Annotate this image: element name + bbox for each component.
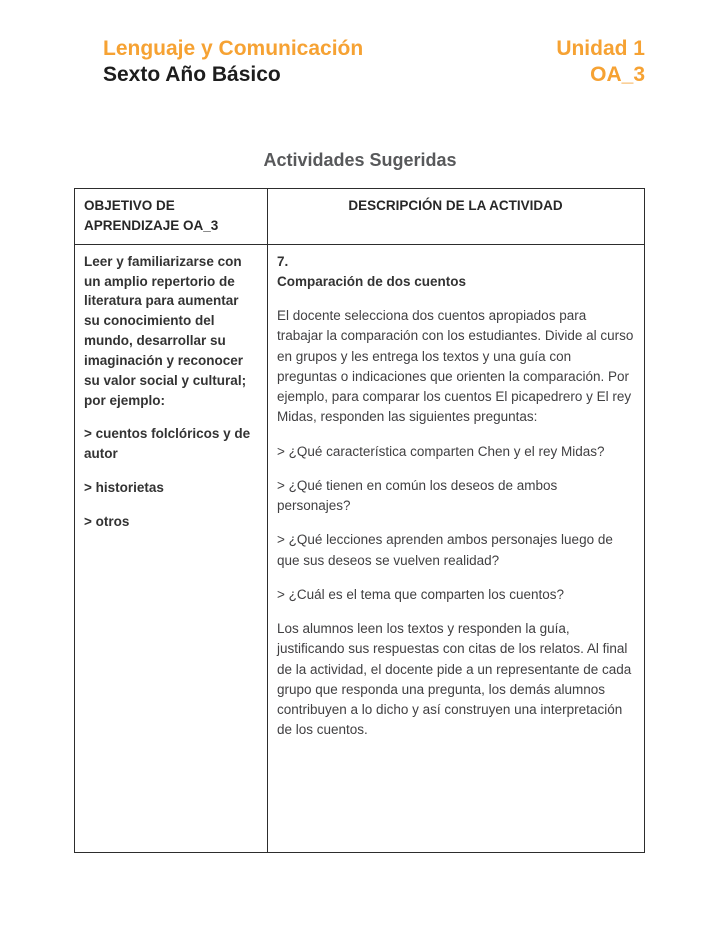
objective-item-historietas: > historietas — [84, 480, 164, 496]
activity-paragraph-closing: Los alumnos leen los textos y responden la guía, justificando sus respuestas con citas de los relatos. Al final de la actividad, el docente pide a un representante de cada grupo que responda una pregunta, los demás alumnos contribuyen a lo dicho y así construyen una interpretación de los cuentos. — [277, 621, 632, 738]
column-header-objective: OBJETIVO DE APRENDIZAJE OA_3 — [75, 189, 268, 244]
table-header-row — [75, 189, 644, 245]
activity-title: Comparación de dos cuentos — [277, 273, 467, 289]
column-header-description: DESCRIPCIÓN DE LA ACTIVIDAD — [348, 198, 563, 214]
objective-intro: Leer y familiarizarse con un amplio repertorio de literatura para aumentar su conocimiento del mundo, desarrollar su imaginación y reconocer su valor social y cultural; por ejemplo: — [84, 253, 247, 408]
objective-item-folcloricos: > cuentos folclóricos y de autor — [84, 426, 251, 462]
header-left-block — [103, 36, 363, 87]
activity-question-2: > ¿Qué tienen en común los deseos de ambos personajes? — [277, 477, 558, 514]
activity-question-3: > ¿Qué lecciones aprenden ambos personajes luego de que sus deseos se vuelven realidad? — [277, 532, 613, 568]
activity-paragraph-intro: El docente selecciona dos cuentos apropiados para trabajar la comparación con los estudiantes. Divide al curso en grupos y les entrega los textos y una guía con preguntas o indicaciones que orienten la comparación. Por ejemplo, para comparar los cuentos El picapedrero y El rey Midas, responden las siguientes preguntas: — [277, 308, 634, 425]
activity-number: 7. — [277, 253, 289, 269]
grade-title: Sexto Año Básico — [103, 62, 281, 86]
activity-question-1: > ¿Qué característica comparten Chen y el rey Midas? — [277, 443, 605, 459]
header-right-block — [556, 36, 645, 87]
table-body-row — [75, 245, 644, 852]
page-title: Actividades Sugeridas — [263, 150, 457, 171]
objective-item-otros: > otros — [84, 514, 130, 529]
unit-label: Unidad 1 — [556, 37, 645, 60]
activity-cell — [268, 245, 644, 852]
document-header — [103, 36, 645, 87]
oa-code-label: OA_3 — [590, 62, 645, 86]
subject-title: Lenguaje y Comunicación — [103, 37, 364, 60]
objective-cell — [75, 245, 268, 852]
activities-table — [74, 188, 645, 853]
activity-question-4: > ¿Cuál es el tema que comparten los cuentos? — [277, 586, 565, 602]
